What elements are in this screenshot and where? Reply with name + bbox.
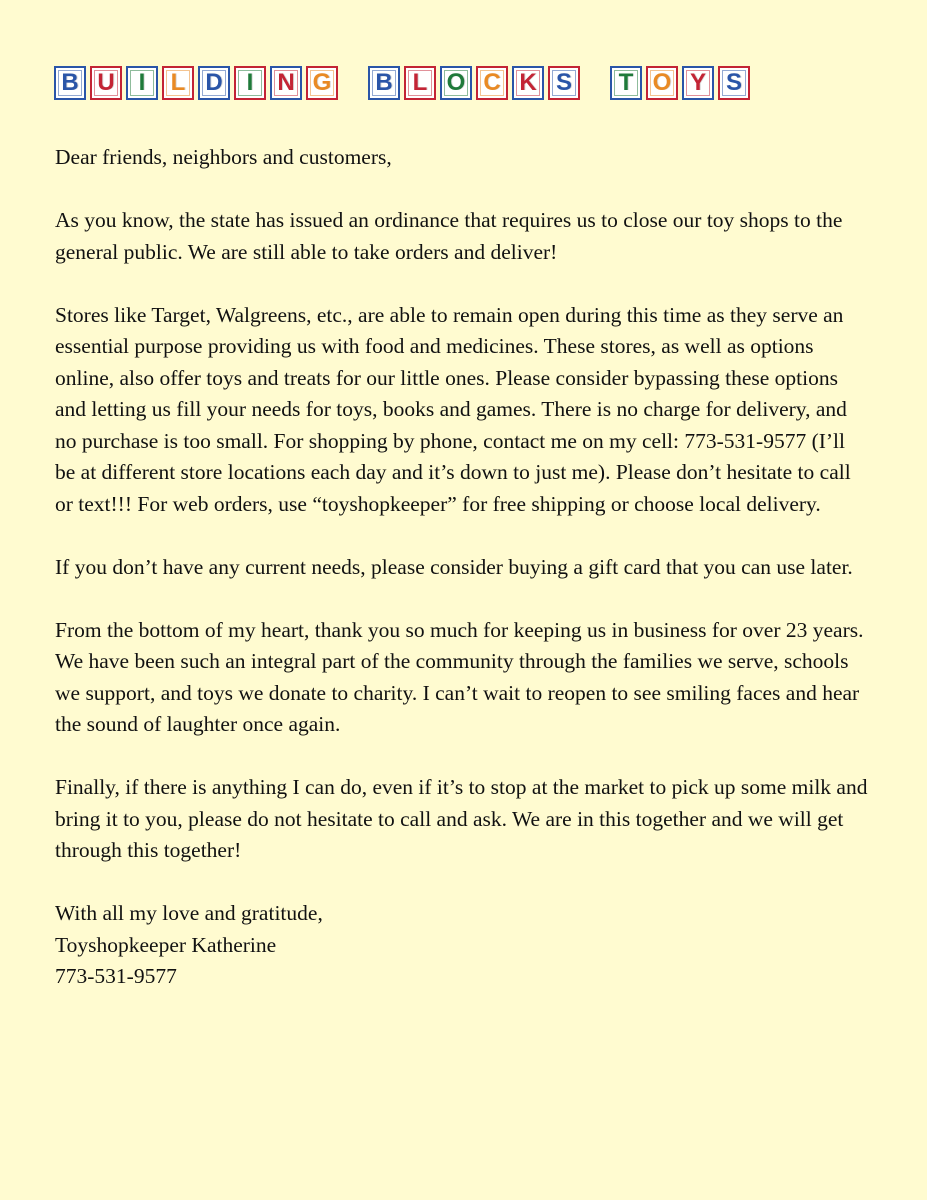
logo-letter: I — [138, 69, 146, 96]
logo-letter-block — [162, 66, 194, 100]
logo-letter-block — [610, 66, 642, 100]
logo-letter-block — [90, 66, 122, 100]
logo-letter: G — [312, 69, 332, 96]
logo-letter: S — [725, 69, 742, 96]
logo-letter: O — [446, 69, 466, 96]
logo-letter: I — [246, 69, 254, 96]
logo-letter-block — [440, 66, 472, 100]
paragraph-ordinance: As you know, the state has issued an ordinance that requires us to close our toy shops to the general public. We are still able to take orders and deliver! — [55, 208, 843, 264]
paragraph-thank-you: From the bottom of my heart, thank you so much for keeping us in business for over 23 years. We have been such an integral part of the community through the families we serve, schools we support, and toys we donate to charity. I can’t wait to reopen to see smiling faces and hear the sound of laughter once again. — [55, 617, 864, 736]
store-logo — [54, 66, 872, 102]
logo-letter: L — [170, 69, 186, 96]
logo-letter: T — [618, 69, 634, 96]
logo-letter: Y — [689, 69, 706, 96]
logo-letter-block — [234, 66, 266, 100]
signature-block — [55, 898, 870, 993]
logo-letter-block — [270, 66, 302, 100]
signer-name: Toyshopkeeper Katherine — [55, 932, 277, 957]
paragraph-offer-help: Finally, if there is anything I can do, even if it’s to stop at the market to pick up some milk and bring it to you, please do not hesitate to call and ask. We are in this together and we will get through this together! — [55, 775, 868, 862]
logo-letter: B — [375, 69, 393, 96]
letter-greeting: Dear friends, neighbors and customers, — [55, 145, 392, 169]
logo-letter: B — [61, 69, 79, 96]
logo-letter-block — [54, 66, 86, 100]
signer-phone: 773-531-9577 — [55, 964, 177, 988]
logo-letter-block — [126, 66, 158, 100]
logo-letter: C — [483, 69, 501, 96]
logo-letter-block — [368, 66, 400, 100]
closing-line: With all my love and gratitude, — [55, 901, 323, 925]
logo-letter-block — [646, 66, 678, 100]
logo-letter-block — [306, 66, 338, 100]
logo-letter: O — [652, 69, 672, 96]
logo-letter-block — [476, 66, 508, 100]
logo-letter-block — [512, 66, 544, 100]
paragraph-gift-card: If you don’t have any current needs, please consider buying a gift card that you can use later. — [55, 554, 853, 579]
letter-body — [55, 142, 870, 993]
logo-letter-block — [718, 66, 750, 100]
logo-letter-block — [404, 66, 436, 100]
logo-letter-block — [682, 66, 714, 100]
logo-letter: D — [205, 69, 223, 96]
logo-letter-block — [198, 66, 230, 100]
logo-letter: S — [555, 69, 572, 96]
logo-letter: U — [97, 69, 115, 96]
paragraph-shopping-options: Stores like Target, Walgreens, etc., are able to remain open during this time as they serve an essential purpose providing us with food and medicines. These stores, as well as options online, also offer toys and treats for our little ones. Please consider bypassing these options and letting us fill your needs for toys, books and games. There is no charge for delivery, and no purchase is too small. For shopping by phone, contact me on my cell: 773-531-9577 (I’ll be at different store locations each day and it’s down to just me). Please don’t hesitate to call or text!!! For web orders, use “toyshopkeeper” for free shipping or choose local delivery. — [55, 302, 851, 516]
logo-letter: K — [519, 69, 537, 96]
logo-letter-block — [548, 66, 580, 100]
logo-letter: L — [412, 69, 428, 96]
logo-letter: N — [277, 69, 295, 96]
